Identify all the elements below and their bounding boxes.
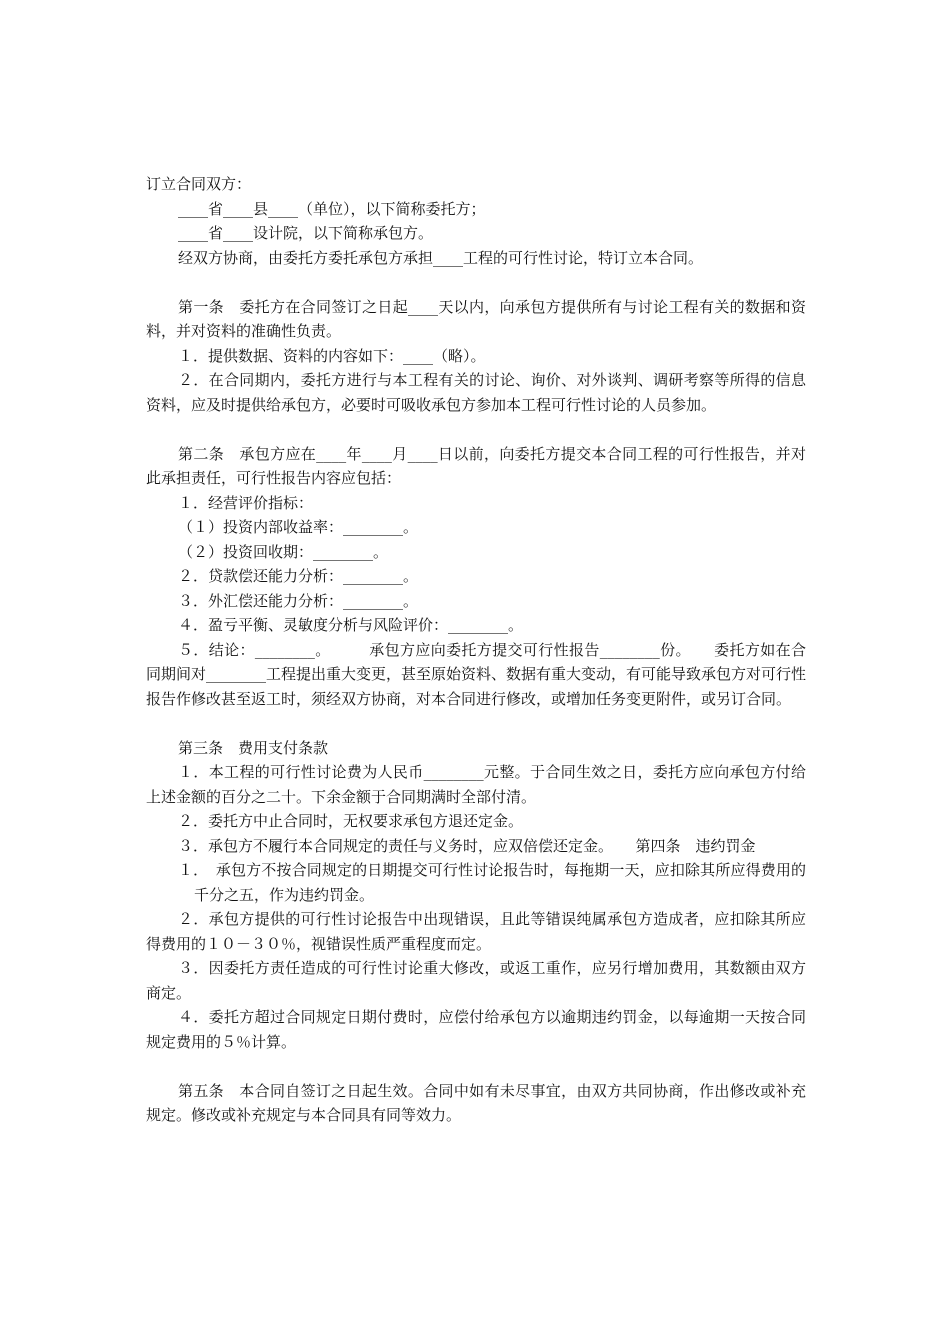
article-2-item-4: ４．盈亏平衡、灵敏度分析与风险评价：________。 — [178, 616, 524, 634]
article-3-item-1: １．本工程的可行性讨论费为人民币________元整。于合同生效之日，委托方应向承包方付给上述金额的百分之二十。下余金额于合同期满时全部付清。 — [146, 763, 806, 806]
article-3-item-2: ２．委托方中止合同时，无权要求承包方退还定金。 — [178, 812, 524, 830]
article-2-item-1b: （２）投资回收期：________。 — [178, 542, 389, 561]
article-2-item-2: ２．贷款偿还能力分析：________。 — [178, 567, 419, 585]
party-contractor: ____省____设计院，以下简称承包方。 — [178, 224, 434, 242]
article-3-item-3: ３．承包方不履行本合同规定的责任与义务时，应双倍偿还定金。 第四条 违约罚金 — [178, 836, 756, 855]
article-2-item-1: １．经营评价指标： — [178, 493, 314, 512]
article-2: 第二条 承包方应在____年____月____日以前，向委托方提交本合同工程的可行性报告，并对此承担责任，可行性报告内容应包括： — [146, 444, 806, 487]
paragraph-gap — [146, 1054, 806, 1079]
article-1: 第一条 委托方在合同签订之日起____天以内，向承包方提供所有与讨论工程有关的数据和资料，并对资料的准确性负责。 — [146, 297, 806, 340]
paragraph-gap — [146, 711, 806, 736]
article-1-item-1: １．提供数据、资料的内容如下：____（略）。 — [178, 346, 486, 365]
article-2-item-5: ５．结论：________。 承包方应向委托方提交可行性报告________份。 委托方如在合同期间对________工程提出重大变更，甚至原始资料、数据有重大变动，有可能导致承包方对可行性报告作修改甚至返工时，须经双方协商，对本合同进行修改，或增加任务变更附件，或另订合同。 — [146, 640, 807, 708]
party-client: ____省____县____（单位），以下简称委托方； — [178, 199, 486, 218]
article-4-item-4: ４．委托方超过合同规定日期付费时，应偿付给承包方以逾期违约罚金，以每逾期一天按合同规定费用的５％计算。 — [146, 1008, 806, 1051]
contract-body — [146, 172, 806, 1128]
article-4-item-2: ２．承包方提供的可行性讨论报告中出现错误，且此等错误纯属承包方造成者，应扣除其所应得费用的１０－３０％，视错误性质严重程度而定。 — [146, 910, 806, 953]
article-2-item-1a: （１）投资内部收益率：________。 — [178, 518, 419, 536]
paragraph-gap — [146, 270, 806, 295]
paragraph-gap — [146, 417, 806, 442]
article-1-item-2: ２．在合同期内，委托方进行与本工程有关的讨论、询价、对外谈判、调研考察等所得的信息资料，应及时提供给承包方，必要时可吸收承包方参加本工程可行性讨论的人员参加。 — [146, 371, 806, 414]
preamble: 经双方协商，由委托方委托承包方承担____工程的可行性讨论，特订立本合同。 — [178, 248, 704, 267]
article-5: 第五条 本合同自签订之日起生效。合同中如有未尽事宜，由双方共同协商，作出修改或补充规定。修改或补充规定与本合同具有同等效力。 — [146, 1081, 806, 1124]
article-4-item-3: ３．因委托方责任造成的可行性讨论重大修改，或返工重作，应另行增加费用，其数额由双方商定。 — [146, 959, 806, 1002]
article-3: 第三条 费用支付条款 — [178, 738, 329, 757]
article-2-item-3: ３．外汇偿还能力分析：________。 — [178, 591, 419, 610]
article-4-item-1: １． 承包方不按合同规定的日期提交可行性讨论报告时，每拖期一天，应扣除其所应得费用的千分之五，作为违约罚金。 — [178, 861, 806, 904]
parties-heading: 订立合同双方： — [146, 175, 252, 193]
